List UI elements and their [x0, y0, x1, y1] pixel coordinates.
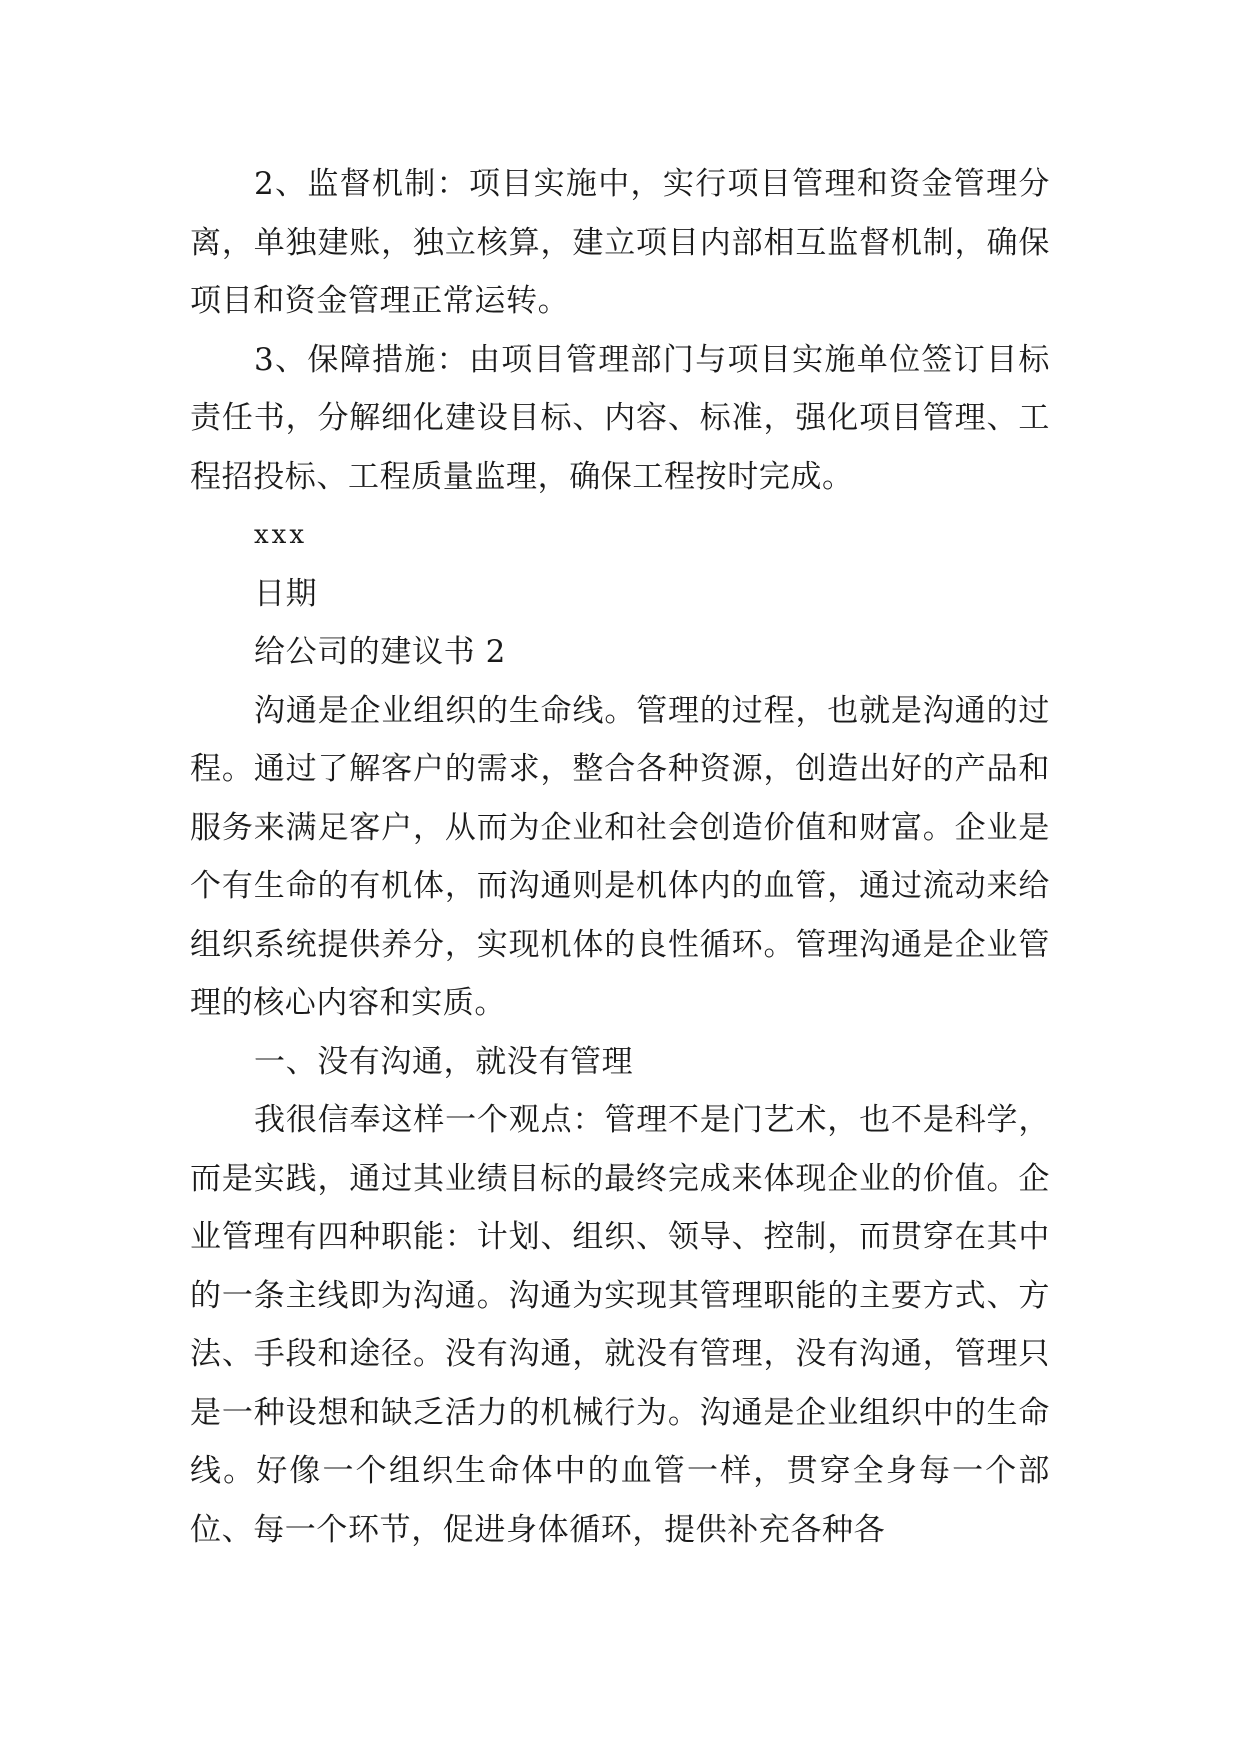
signature: xxx: [254, 520, 307, 550]
document-body: [190, 155, 1050, 1559]
paragraph-management-view: 我很信奉这样一个观点：管理不是门艺术，也不是科学，而是实践，通过其业绩目标的最终完成来体现企业的价值。企业管理有四种职能：计划、组织、领导、控制，而贯穿在其中的一条主线即为沟通。沟通为实现其管理职能的主要方式、方法、手段和途径。没有沟通，就没有管理，没有沟通，管理只是一种设想和缺乏活力的机械行为。沟通是企业组织中的生命线。好像一个组织生命体中的血管一样，贯穿全身每一个部位、每一个环节，促进身体循环，提供补充各种各: [190, 1102, 1050, 1548]
paragraph-supervision: 2、监督机制：项目实施中，实行项目管理和资金管理分离，单独建账，独立核算，建立项目内部相互监督机制，确保项目和资金管理正常运转。: [190, 166, 1050, 319]
paragraph-safeguards: 3、保障措施：由项目管理部门与项目实施单位签订目标责任书，分解细化建设目标、内容、标准，强化项目管理、工程招投标、工程质量监理，确保工程按时完成。: [190, 341, 1050, 495]
section-title: 给公司的建议书 2: [254, 634, 506, 670]
heading-no-communication: 一、没有沟通，就没有管理: [254, 1043, 634, 1080]
date-label: 日期: [254, 575, 318, 612]
paragraph-communication: 沟通是企业组织的生命线。管理的过程，也就是沟通的过程。通过了解客户的需求，整合各种资源，创造出好的产品和服务来满足客户，从而为企业和社会创造价值和财富。企业是个有生命的有机体，而沟通则是机体内的血管，通过流动来给组织系统提供养分，实现机体的良性循环。管理沟通是企业管理的核心内容和实质。: [190, 692, 1050, 1021]
